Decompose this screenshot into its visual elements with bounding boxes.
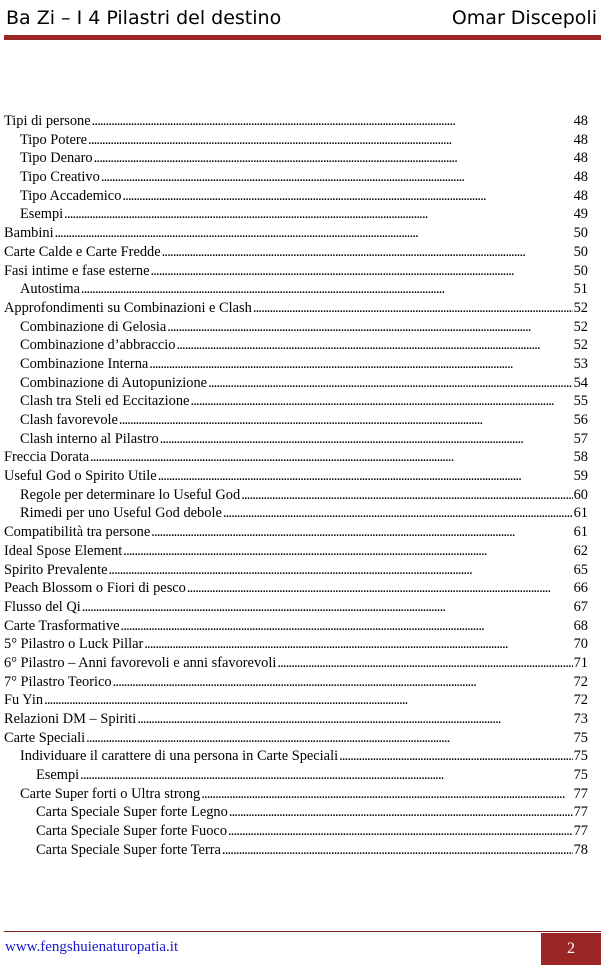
toc-entry[interactable]: [4, 392, 588, 411]
document-title: Ba Zi – I 4 Pilastri del destino: [6, 7, 282, 29]
toc-entry-page: 52: [573, 299, 588, 316]
toc-entry[interactable]: [4, 243, 588, 262]
toc-leader-dots: [160, 430, 573, 449]
toc-entry-label: 6° Pilastro – Anni favorevoli e anni sfavorevoli: [4, 654, 277, 671]
toc-entry[interactable]: [4, 635, 588, 654]
toc-entry-label: Freccia Dorata: [4, 449, 90, 466]
toc-entry-page: 65: [573, 561, 588, 578]
toc-entry-label: Combinazione d’abbraccio: [20, 337, 176, 354]
toc-entry-page: 50: [573, 262, 588, 279]
toc-entry-label: Clash favorevole: [20, 412, 118, 428]
toc-leader-dots: [150, 262, 572, 281]
toc-entry-label: Esempi: [36, 767, 80, 784]
toc-leader-dots: [176, 336, 572, 355]
toc-leader-dots: [222, 841, 573, 860]
toc-entry-page: 62: [573, 542, 588, 559]
toc-entry[interactable]: [4, 355, 588, 374]
toc-entry[interactable]: [4, 729, 588, 748]
toc-entry-label: Autostima: [20, 281, 80, 298]
toc-entry-page: 75: [573, 729, 588, 746]
toc-leader-dots: [228, 822, 573, 841]
toc-leader-dots: [167, 318, 572, 337]
toc-leader-dots: [94, 149, 573, 168]
toc-entry[interactable]: [4, 822, 588, 841]
toc-entry-page: 78: [573, 841, 588, 858]
toc-entry-label: Carte Calde e Carte Fredde: [4, 243, 161, 260]
toc-entry[interactable]: [4, 411, 588, 430]
toc-leader-dots: [64, 205, 572, 224]
toc-entry-label: Approfondimenti su Combinazioni e Clash: [4, 299, 252, 316]
toc-entry-label: Carte Trasformative: [4, 617, 120, 634]
toc-entry-page: 73: [573, 711, 588, 727]
toc-leader-dots: [44, 691, 573, 710]
toc-entry[interactable]: [4, 467, 588, 486]
toc-leader-dots: [119, 411, 573, 430]
toc-leader-dots: [208, 374, 573, 393]
toc-entry-label: Compatibilità tra persone: [4, 524, 151, 541]
toc-entry-label: Peach Blossom o Fiori di pesco: [4, 580, 186, 597]
toc-entry[interactable]: [4, 785, 588, 804]
toc-entry-label: Relazioni DM – Spiriti: [4, 711, 137, 727]
toc-entry[interactable]: [4, 430, 588, 449]
toc-entry[interactable]: [4, 448, 588, 467]
toc-entry[interactable]: [4, 803, 588, 822]
toc-entry-label: 5° Pilastro o Luck Pillar: [4, 636, 144, 653]
toc-leader-dots: [55, 224, 573, 243]
table-of-contents: [4, 112, 588, 860]
toc-entry-page: 70: [573, 636, 588, 653]
page-header: [4, 4, 601, 34]
toc-entry-page: 68: [573, 617, 588, 634]
toc-entry[interactable]: [4, 504, 588, 523]
toc-entry[interactable]: [4, 318, 588, 337]
toc-leader-dots: [277, 654, 572, 673]
toc-entry-page: 48: [573, 113, 588, 129]
toc-entry-label: Combinazione di Autopunizione: [20, 374, 208, 391]
toc-entry-label: Carte Super forti o Ultra strong: [20, 785, 201, 802]
toc-leader-dots: [253, 299, 573, 318]
toc-leader-dots: [109, 561, 573, 580]
toc-entry-label: Combinazione Interna: [20, 355, 149, 372]
toc-entry-label: Bambini: [4, 225, 54, 242]
toc-leader-dots: [80, 766, 572, 785]
toc-entry-label: Useful God o Spirito Utile: [4, 468, 157, 485]
toc-entry[interactable]: [4, 280, 588, 299]
toc-entry-page: 48: [573, 150, 588, 167]
toc-entry-label: Ideal Spose Element: [4, 542, 123, 559]
toc-leader-dots: [190, 392, 572, 411]
page-number: 2: [567, 940, 575, 957]
toc-entry-page: 72: [573, 673, 588, 690]
toc-entry[interactable]: [4, 598, 588, 617]
toc-leader-dots: [158, 467, 573, 486]
toc-leader-dots: [123, 542, 572, 561]
toc-entry-page: 48: [573, 169, 588, 186]
toc-leader-dots: [137, 710, 572, 729]
toc-leader-dots: [144, 635, 572, 654]
toc-entry[interactable]: [4, 766, 588, 785]
toc-entry-page: 48: [573, 131, 588, 148]
toc-entry[interactable]: [4, 673, 588, 692]
toc-leader-dots: [187, 579, 573, 598]
toc-entry-page: 52: [573, 337, 588, 354]
toc-entry-page: 52: [573, 318, 588, 335]
toc-entry-label: Tipo Potere: [20, 131, 88, 148]
toc-entry-label: Regole per determinare lo Useful God: [20, 486, 241, 503]
toc-entry-page: 57: [573, 430, 588, 447]
toc-entry-label: Flusso del Qi: [4, 598, 81, 615]
toc-entry-page: 60: [573, 486, 588, 503]
toc-entry[interactable]: [4, 168, 588, 187]
toc-entry-label: Carte Speciali: [4, 729, 86, 746]
toc-entry[interactable]: [4, 617, 588, 636]
toc-leader-dots: [122, 187, 572, 206]
toc-leader-dots: [82, 598, 573, 617]
toc-entry-label: Clash tra Steli ed Eccitazione: [20, 393, 190, 410]
header-divider: [4, 35, 601, 40]
toc-entry[interactable]: [4, 691, 588, 710]
toc-entry-label: Carta Speciale Super forte Legno: [36, 804, 228, 821]
toc-entry-label: Carta Speciale Super forte Terra: [36, 841, 221, 858]
toc-entry[interactable]: [4, 747, 588, 766]
toc-leader-dots: [88, 131, 573, 150]
toc-leader-dots: [201, 785, 572, 804]
toc-entry-label: Fu Yin: [4, 692, 44, 709]
toc-entry-page: 58: [573, 449, 588, 466]
toc-entry[interactable]: [4, 710, 588, 729]
toc-entry[interactable]: [4, 262, 588, 281]
toc-entry-label: Tipo Creativo: [20, 169, 100, 186]
toc-entry[interactable]: [4, 112, 588, 131]
toc-entry-label: Tipo Denaro: [20, 150, 93, 167]
toc-entry[interactable]: [4, 205, 588, 224]
toc-leader-dots: [162, 243, 573, 262]
toc-entry-page: 61: [573, 524, 588, 541]
toc-entry[interactable]: [4, 841, 588, 860]
toc-leader-dots: [92, 112, 573, 131]
toc-entry-page: 66: [573, 580, 588, 597]
toc-entry-page: 55: [573, 393, 588, 410]
toc-entry[interactable]: [4, 224, 588, 243]
toc-entry[interactable]: [4, 336, 588, 355]
toc-entry-label: Tipo Accademico: [20, 187, 122, 204]
toc-entry-label: Combinazione di Gelosia: [20, 318, 167, 335]
toc-entry-page: 75: [573, 748, 588, 765]
toc-leader-dots: [81, 280, 573, 299]
author-name: Omar Discepoli: [451, 7, 597, 29]
toc-entry-label: Rimedi per uno Useful God debole: [20, 505, 222, 522]
toc-entry-page: 77: [573, 804, 588, 821]
toc-leader-dots: [339, 747, 573, 766]
toc-entry-label: Individuare il carattere di una persona in Carte Speciali: [20, 748, 339, 765]
toc-entry-page: 49: [573, 206, 588, 223]
footer-divider: [4, 931, 601, 932]
toc-entry-label: Carta Speciale Super forte Fuoco: [36, 823, 228, 840]
toc-entry-page: 54: [573, 374, 588, 391]
toc-leader-dots: [229, 803, 573, 822]
website-link[interactable]: www.fengshuienaturopatia.it: [5, 939, 179, 955]
toc-entry-page: 59: [573, 468, 588, 485]
toc-leader-dots: [149, 355, 572, 374]
toc-leader-dots: [223, 504, 573, 523]
toc-entry[interactable]: [4, 523, 588, 542]
toc-entry-page: 77: [573, 785, 588, 802]
toc-entry-label: Tipi di persone: [4, 113, 91, 129]
toc-entry-label: Spirito Prevalente: [4, 561, 108, 578]
toc-entry-page: 75: [573, 767, 588, 784]
toc-entry[interactable]: [4, 149, 588, 168]
toc-leader-dots: [151, 523, 572, 542]
toc-leader-dots: [101, 168, 573, 187]
toc-entry-label: 7° Pilastro Teorico: [4, 673, 112, 690]
toc-entry-page: 50: [573, 225, 588, 242]
toc-entry[interactable]: [4, 579, 588, 598]
toc-entry-page: 77: [573, 823, 588, 840]
toc-entry-page: 50: [573, 243, 588, 260]
toc-entry-page: 53: [573, 355, 588, 372]
toc-entry-label: Clash interno al Pilastro: [20, 430, 159, 447]
toc-entry-page: 67: [573, 598, 588, 615]
toc-entry[interactable]: [4, 654, 588, 673]
toc-entry[interactable]: [4, 187, 588, 206]
toc-leader-dots: [86, 729, 572, 748]
toc-entry[interactable]: [4, 131, 588, 150]
toc-entry-page: 61: [573, 505, 588, 522]
page-number-badge: [541, 933, 601, 965]
toc-entry-label: Fasi intime e fase esterne: [4, 262, 150, 279]
toc-leader-dots: [121, 617, 573, 636]
toc-entry-page: 56: [573, 412, 588, 428]
toc-leader-dots: [241, 486, 572, 505]
toc-entry-page: 48: [573, 187, 588, 204]
toc-leader-dots: [90, 448, 573, 467]
toc-entry[interactable]: [4, 542, 588, 561]
toc-entry[interactable]: [4, 486, 588, 505]
toc-entry-page: 51: [573, 281, 588, 298]
toc-entry[interactable]: [4, 561, 588, 580]
toc-leader-dots: [113, 673, 573, 692]
toc-entry-page: 72: [573, 692, 588, 709]
toc-entry-page: 71: [573, 654, 588, 671]
toc-entry[interactable]: [4, 374, 588, 393]
toc-entry[interactable]: [4, 299, 588, 318]
toc-entry-label: Esempi: [20, 206, 64, 223]
